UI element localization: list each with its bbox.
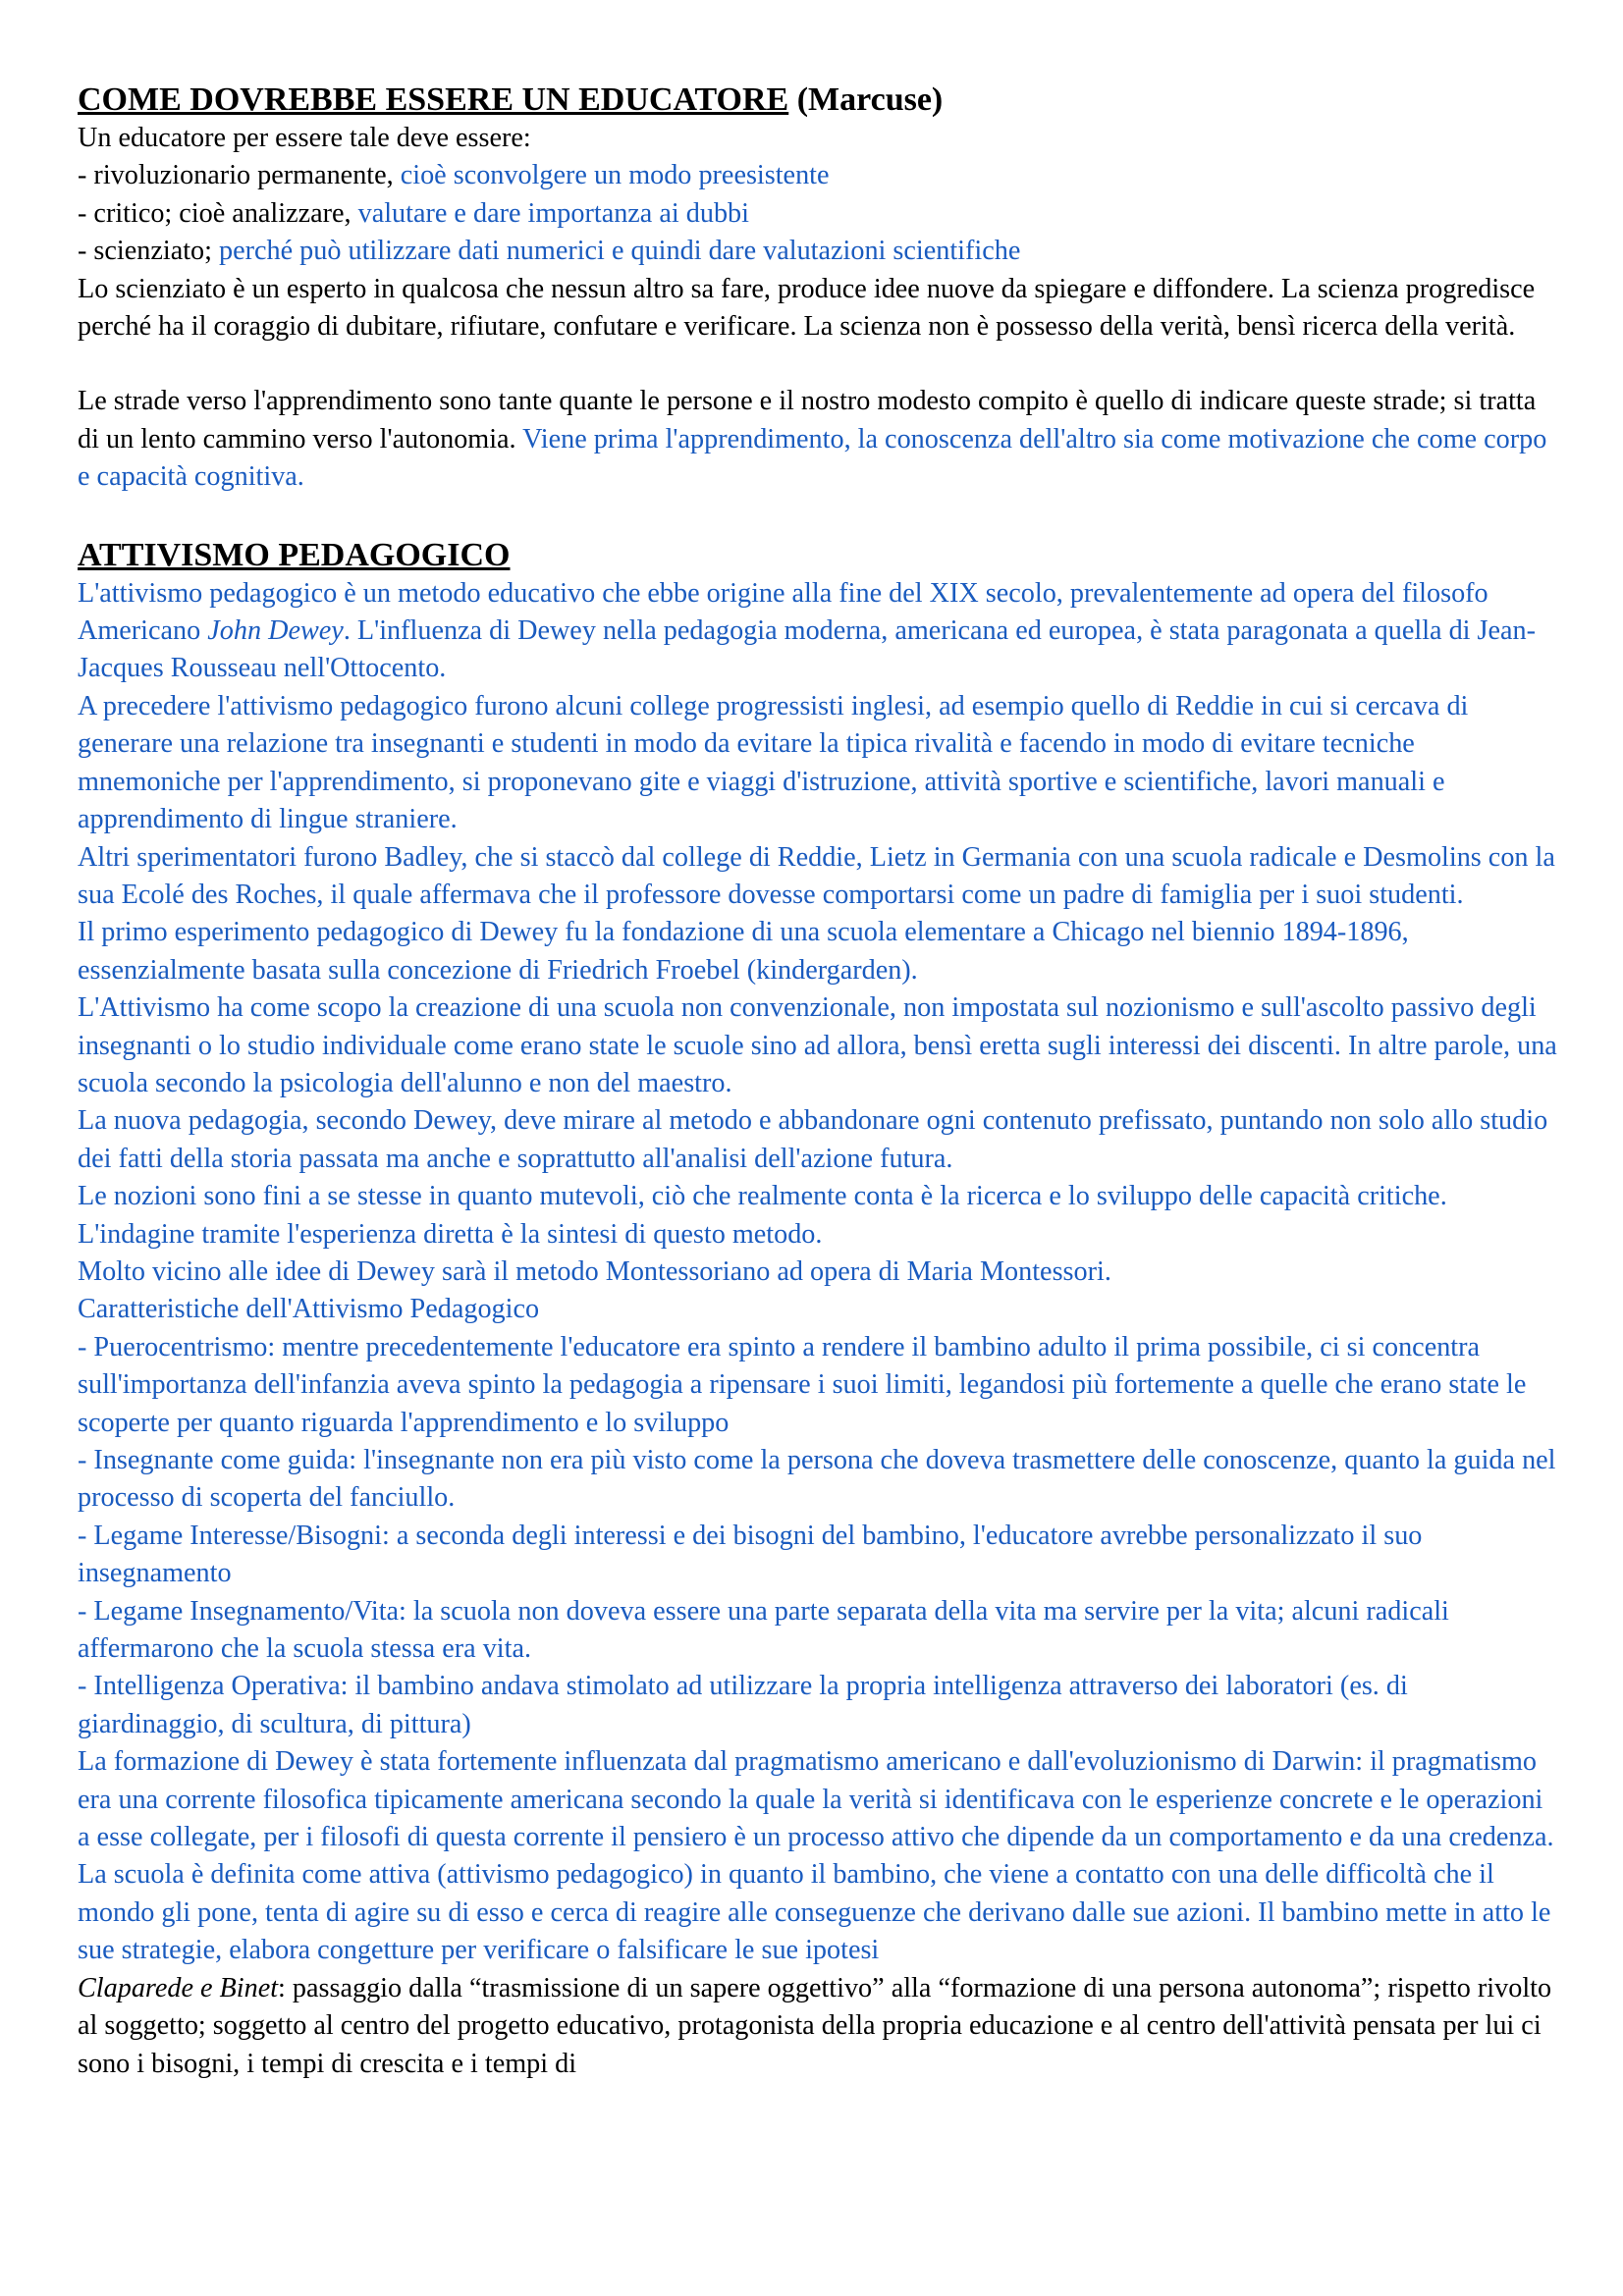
paragraph: Altri sperimentatori furono Badley, che si staccò dal college di Reddie, Lietz in Germania con una scuola radicale e Desmolins con la sua Ecolé des Roches, il quale affermava che il professore dovesse comportarsi come un padre di famiglia per i suoi studenti. (78, 841, 1555, 910)
features-heading: Caratteristiche dell'Attivismo Pedagogico (78, 1294, 540, 1325)
document-page (78, 80, 1560, 2083)
list-item: - rivoluzionario permanente, cioè sconvolgere un modo preesistente (78, 160, 830, 191)
section-spacer (78, 497, 1560, 536)
paragraph: La scuola è definita come attiva (attivismo pedagogico) in quanto il bambino, che viene a contatto con una delle difficoltà che il mondo gli pone, tenta di agire su di esso e cerca di reagire alle conseguenze che derivano dalle sue azioni. Il bambino mette in atto le sue strategie, elabora congetture per verificare o falsificare le sue ipotesi (78, 1859, 1551, 1966)
list-item: - scienziato; perché può utilizzare dati numerici e quindi dare valutazioni scientifiche (78, 236, 1021, 267)
paragraph: L'Attivismo ha come scopo la creazione di una scuola non convenzionale, non impostata sul nozionismo e sull'ascolto passivo degli insegnanti o lo studio individuale come erano state le scuole sino ad allora, bensì eretta sugli interessi dei discenti. In altre parole, una scuola secondo la psicologia dell'alunno e non del maestro. (78, 992, 1557, 1098)
section-title-educatore: COME DOVREBBE ESSERE UN EDUCATORE (Marcuse) (78, 81, 944, 118)
feature-item: - Intelligenza Operativa: il bambino andava stimolato ad utilizzare la propria intelligenza attraverso dei laboratori (es. di giardinaggio, di scultura, di pittura) (78, 1671, 1408, 1739)
feature-item: - Legame Interesse/Bisogni: a seconda degli interessi e dei bisogni del bambino, l'educatore avrebbe personalizzato il suo insegnamento (78, 1520, 1423, 1589)
paragraph: Molto vicino alle idee di Dewey sarà il metodo Montessoriano ad opera di Maria Montessori. (78, 1255, 1111, 1287)
paragraph: L'attivismo pedagogico è un metodo educativo che ebbe origine alla fine del XIX secolo, prevalentemente ad opera del filosofo Americano John Dewey. L'influenza di Dewey nella pedagogia moderna, americana ed europea, è stata paragonata a quella di Jean-Jacques Rousseau nell'Ottocento. (78, 577, 1537, 684)
paragraph: La formazione di Dewey è stata fortemente influenzata dal pragmatismo americano e dall'evoluzionismo di Darwin: il pragmatismo era una corrente filosofica tipicamente americana secondo la quale la verità si identificava con le esperienze concrete e le operazioni a esse collegate, per i filosofi di questa corrente il pensiero è un processo attivo che dipende da un comportamento e da una credenza. (78, 1746, 1554, 1853)
feature-item: - Legame Insegnamento/Vita: la scuola non doveva essere una parte separata della vita ma servire per la vita; alcuni radicali affermarono che la scuola stessa era vita. (78, 1595, 1449, 1665)
list-item: - critico; cioè analizzare, valutare e dare importanza ai dubbi (78, 197, 749, 229)
paragraph-spacer (78, 346, 1560, 383)
paths-paragraph: Le strade verso l'apprendimento sono tante quante le persone e il nostro modesto compito è quello di indicare queste strade; si tratta di un lento cammino verso l'autonomia. Viene prima l'apprendimento, la conoscenza dell'altro sia come motivazione che come corpo e capacità cognitiva. (78, 386, 1547, 493)
scientist-paragraph: Lo scienziato è un esperto in qualcosa che nessun altro sa fare, produce idee nuove da spiegare e diffondere. La scienza progredisce perché ha il coraggio di dubitare, rifiutare, confutare e verificare. La scienza non è possesso della verità, bensì ricerca della verità. (78, 273, 1536, 343)
section-title-attivismo: ATTIVISMO PEDAGOGICO (78, 536, 511, 573)
paragraph: La nuova pedagogia, secondo Dewey, deve mirare al metodo e abbandonare ogni contenuto prefissato, puntando non solo allo studio dei fatti della storia passata ma anche e soprattutto all'analisi dell'azione futura. (78, 1105, 1548, 1174)
claparede-paragraph: Claparede e Binet: passaggio dalla “trasmissione di un sapere oggettivo” alla “formazione di una persona autonoma”; rispetto rivolto al soggetto; soggetto al centro del progetto educativo, protagonista della propria educazione e al centro dell'attività pensata per lui ci sono i bisogni, i tempi di crescita e i tempi di (78, 1972, 1552, 2079)
attivismo-body (78, 575, 1560, 1970)
feature-item: - Insegnante come guida: l'insegnante non era più visto come la persona che doveva trasmettere delle conoscenze, quanto la guida nel processo di scoperta del fanciullo. (78, 1445, 1556, 1514)
paragraph: Il primo esperimento pedagogico di Dewey fu la fondazione di una scuola elementare a Chicago nel biennio 1894-1896, essenzialmente basata sulla concezione di Friedrich Froebel (kindergarden). (78, 917, 1409, 986)
educatore-intro: Un educatore per essere tale deve essere: (78, 123, 531, 153)
paragraph: A precedere l'attivismo pedagogico furono alcuni college progressisti inglesi, ad esempio quello di Reddie in cui si cercava di generare una relazione tra insegnanti e studenti in modo da evitare la tipica rivalità e facendo in modo di evitare tecniche mnemoniche per l'apprendimento, si proponevano gite e viaggi d'istruzione, attività sportive e scientifiche, lavori manuali e apprendimento di lingue straniere. (78, 690, 1469, 835)
feature-item: - Puerocentrismo: mentre precedentemente l'educatore era spinto a rendere il bambino adulto il prima possibile, ci si concentra sull'importanza dell'infanzia aveva spinto la pedagogia a ripensare i suoi limiti, legandosi più fortemente a quelle che erano state le scoperte per quanto riguarda l'apprendimento e lo sviluppo (78, 1331, 1527, 1438)
paragraph: Le nozioni sono fini a se stesse in quanto mutevoli, ciò che realmente conta è la ricerca e lo sviluppo delle capacità critiche. L'indagine tramite l'esperienza diretta è la sintesi di questo metodo. (78, 1181, 1447, 1250)
